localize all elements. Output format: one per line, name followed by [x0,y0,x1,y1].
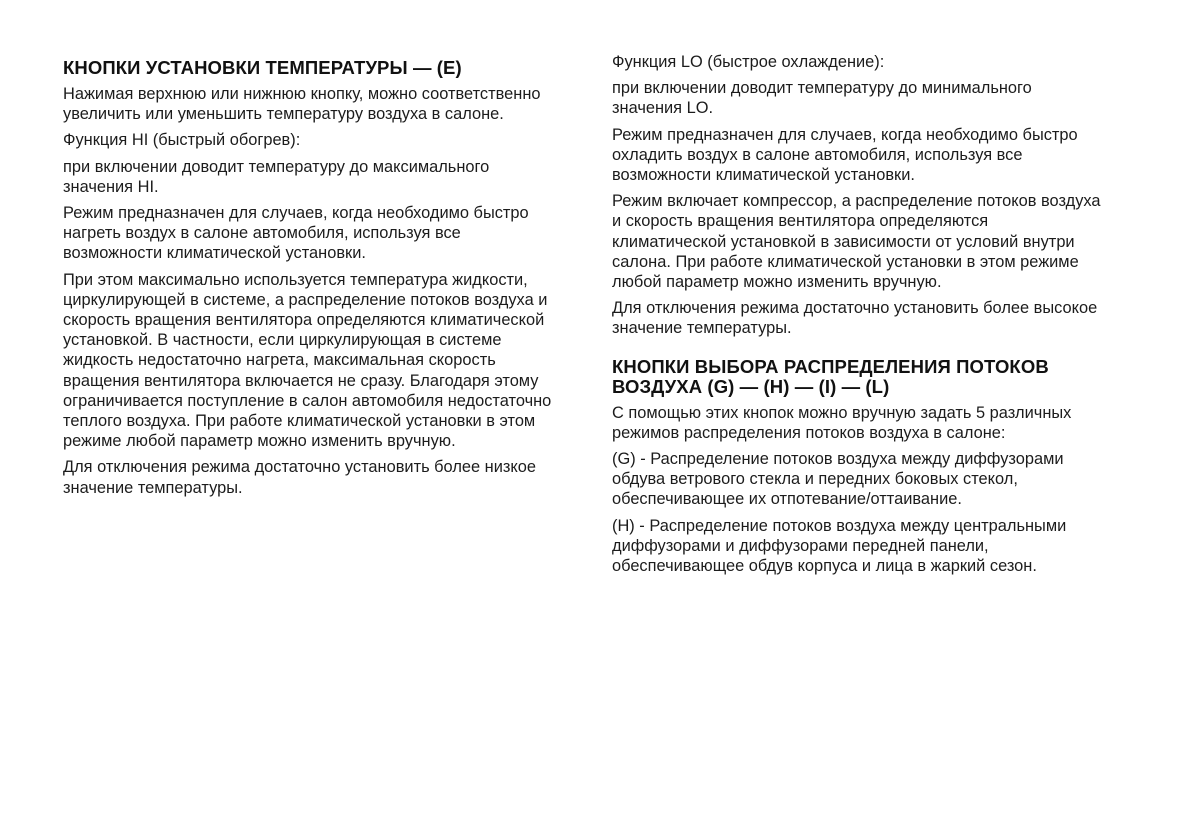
paragraph-hi-mode-disable: Для отключения режима достаточно установить более низкое значение температуры. [63,458,536,497]
paragraph-temperature-buttons-intro: Нажимая верхнюю или нижнюю кнопку, можно соответственно увеличить или уменьшить температуру воздуха в салоне. [63,85,541,124]
paragraph-lo-mode-purpose: Режим предназначен для случаев, когда необходимо быстро охладить воздух в салоне автомобиля, используя все возможности климатической установки. [612,125,1078,185]
paragraph-airflow-intro: С помощью этих кнопок можно вручную задать 5 различных режимов распределения потоков воздуха в салоне: [612,403,1072,442]
right-column [612,52,1106,582]
section-heading-temperature-buttons: КНОПКИ УСТАНОВКИ ТЕМПЕРАТУРЫ — (E) [63,57,462,78]
paragraph-hi-function-description: при включении доводит температуру до максимального значения HI. [63,157,490,196]
paragraph-airflow-mode-h: (H) - Распределение потоков воздуха между центральными диффузорами и диффузорами передней панели, обеспечивающее обдув корпуса и лица в жаркий сезон. [612,516,1067,576]
paragraph-lo-mode-disable: Для отключения режима достаточно установить более высокое значение температуры. [612,299,1098,338]
left-column [63,52,553,504]
paragraph-hi-function-label: Функция HI (быстрый обогрев): [63,131,301,150]
paragraph-airflow-mode-g: (G) - Распределение потоков воздуха между диффузорами обдува ветрового стекла и передних боковых стекол, обеспечивающее их отпотевание/оттаивание. [612,450,1064,509]
section-heading-airflow-distribution-buttons: КНОПКИ ВЫБОРА РАСПРЕДЕЛЕНИЯ ПОТОКОВ ВОЗДУХА (G) — (H) — (I) — (L) [612,355,1049,397]
paragraph-hi-mode-details: При этом максимально используется температура жидкости, циркулирующей в системе, а распределение потоков воздуха и скорость вращения вентилятора определяются климатической установкой. В частности, если циркулирующая в системе жидкость недостаточно нагрета, максимальная скорость вращения вентилятора включается не сразу. Благодаря этому ограничивается поступление в салон автомобиля недостаточно теплого воздуха. При работе климатической установки в этом режиме любой параметр можно изменить вручную. [63,270,552,451]
paragraph-lo-function-description: при включении доводит температуру до минимального значения LO. [612,79,1032,118]
paragraph-lo-function-label: Функция LO (быстрое охлаждение): [612,53,885,71]
paragraph-lo-mode-details: Режим включает компрессор, а распределение потоков воздуха и скорость вращения вентилятора определяются климатической установкой в зависимости от условий внутри салона. При работе климатической установки в этом режиме любой параметр можно изменить вручную. [612,192,1101,292]
paragraph-hi-mode-purpose: Режим предназначен для случаев, когда необходимо быстро нагреть воздух в салоне автомобиля, используя все возможности климатической установки. [63,204,529,263]
